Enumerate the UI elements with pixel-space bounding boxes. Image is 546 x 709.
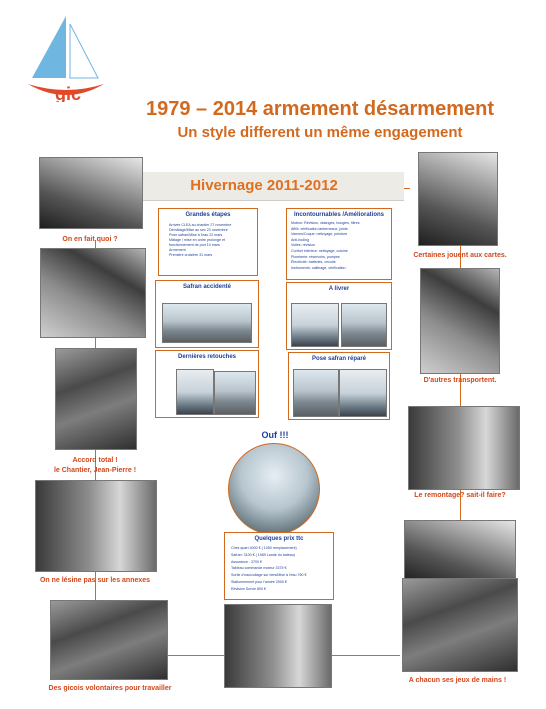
caption-certaines-jouent: Certaines jouent aux cartes. [413,252,507,259]
list-item: Pose safran/Mise à l'eau 22 mars [169,233,223,237]
dernieres-retouches-title: Dernières retouches [177,354,237,360]
photo-a-livrer-1 [291,303,339,347]
caption-chantier-jean-pierre: le Chantier, Jean-Pierre ! [53,467,137,474]
photo-group-bottom [224,604,332,688]
photo-pose-safran-1 [293,369,339,417]
page-title: 1979 – 2014 armement désarmement [146,98,494,120]
list-item: fonctionnement de port 10 mars [169,243,220,247]
list-item: Moteur: Révision, vidanges, bougies, filtres [291,221,360,225]
list-item: Tableau commande moteur 3375 € [231,566,287,571]
safran-accidente-box [155,280,259,348]
photo-transport [420,268,500,374]
list-item: Confort intérieur: nettoyage, cuisine [291,248,348,253]
photo-crowd [402,578,518,672]
photo-retouches-1 [176,369,214,415]
list-item: Première croisière 31 mars [169,253,213,257]
list-item: Chez quart 4000 € ( 1050 remplacement) [231,546,297,550]
photo-parking [40,248,146,338]
a-livrer-box [286,282,392,350]
photo-safran-accidente [162,303,252,343]
incontournables-box [286,208,392,280]
incontournables-list [291,221,391,271]
photo-remontage [408,406,520,490]
pose-safran-box [288,352,390,420]
pose-safran-title: Pose safran réparé [311,356,367,362]
list-item: Assurance : 3700 € [231,559,262,564]
connector-line [330,655,400,656]
caption-remontage: Le remontage? sait-il faire? [414,492,506,499]
connector-line [165,655,225,656]
grandes-etapes-title: Grandes étapes [185,212,231,218]
list-item: Voiles: révision [291,243,315,248]
incontournables-title: Incontournables /Améliorations [293,212,384,218]
list-item: Anti-fouling [291,237,309,242]
list-item: Safran: 3100 € ( 1989 Lande du bateau) [231,552,295,557]
prix-title: Quelques prix ttc [254,536,304,542]
grandes-etapes-box [158,208,258,276]
hivernage-banner [124,172,404,201]
grandes-etapes-list [169,223,257,258]
list-item: Vannes/Coque: nettoyage, peinture [291,232,348,237]
list-item: Électricité: batteries, circuits [291,260,336,265]
caption-on-en-fait-quoi: On en fait quoi ? [62,236,118,243]
list-item: Affût: vérification lanterneaux, joints [291,226,348,231]
photo-a-livrer-2 [341,303,387,347]
a-livrer-title: A livrer [328,286,350,292]
list-item: Stationnement pour l'année 2900 € [231,579,287,584]
photo-cards [418,152,498,246]
club-logo [26,14,106,102]
prix-list [231,545,333,593]
safran-accidente-title: Safran accidenté [182,284,232,290]
photo-gicois [50,600,168,680]
list-item: Démâtage/Mise au sec 23 novembre [169,228,228,232]
caption-accord-total: Accord total ! [72,457,118,464]
list-item: Armement [169,248,186,252]
prix-box [224,532,334,600]
list-item: Arrivée CLEA au chantier 27 novembre [169,223,232,227]
list-item: Révision Survie 800 € [231,586,266,591]
list-item: Plomberie: réservoirs, pompes [291,254,340,259]
caption-annexes: On ne lésine pas sur les annexes [39,577,151,584]
svg-text:gic: gic [54,84,82,102]
page-subtitle: Un style different un même engagement [177,124,463,141]
ouf-caption: Ouf !!! [261,430,289,440]
photo-chantier [55,348,137,450]
list-item: Sortie d'eau/collage sur bers/Mise à l'eau 760 € [231,573,307,578]
list-item: Instruments: calibrage, vérification [291,265,346,270]
caption-jeux-de-mains: A chacun ses jeux de mains ! [408,677,507,684]
ouf-circle-photo [228,443,320,535]
photo-retouches-2 [214,371,256,415]
dernieres-retouches-box [155,350,259,418]
photo-boat-deck [39,157,143,229]
list-item: Mâtage / mise en ordre prolongé et [169,238,225,242]
photo-pose-safran-2 [339,369,387,417]
banner-label: Hivernage 2011-2012 [190,177,338,194]
caption-autres-transportent: D'autres transportent. [423,377,497,384]
caption-gicois: Des gicois volontaires pour travailler [48,685,172,692]
photo-annexes [35,480,157,572]
photo-kitchen [404,520,516,582]
